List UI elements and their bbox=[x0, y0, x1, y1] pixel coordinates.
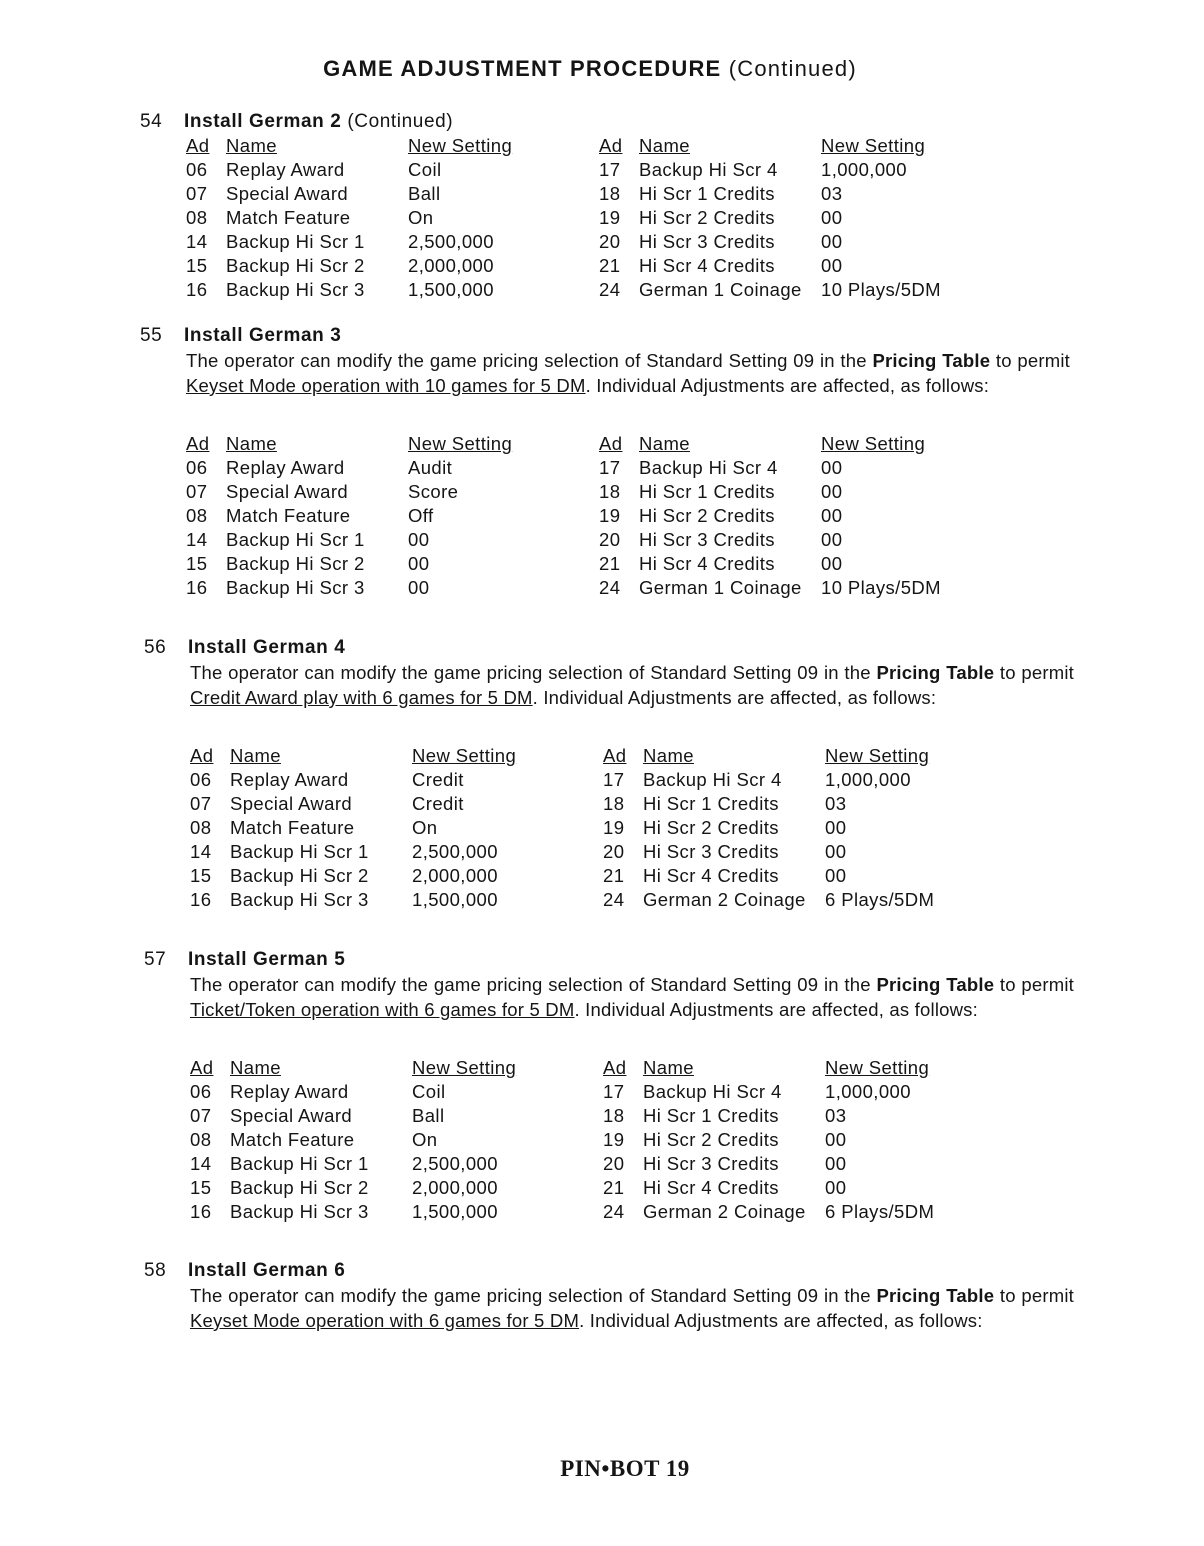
adjustment-number: 17 bbox=[603, 1081, 625, 1102]
description-text: The operator can modify the game pricing selection of Standard Setting 09 in the bbox=[186, 350, 873, 371]
table-row bbox=[599, 456, 961, 480]
section-description bbox=[190, 660, 1074, 710]
adjustment-number: 18 bbox=[603, 793, 625, 814]
adjustment-name: Backup Hi Scr 2 bbox=[226, 255, 365, 276]
adjustment-number: 07 bbox=[186, 183, 208, 204]
adjustment-number: 19 bbox=[599, 207, 621, 228]
adjustment-name: Backup Hi Scr 4 bbox=[639, 457, 778, 478]
section-heading bbox=[144, 948, 1074, 972]
new-setting: Coil bbox=[412, 1081, 446, 1102]
adjustment-name: German 1 Coinage bbox=[639, 577, 802, 598]
table-row bbox=[599, 504, 961, 528]
section-description bbox=[190, 972, 1074, 1022]
new-setting: 00 bbox=[821, 529, 843, 550]
adjustment-number: 15 bbox=[190, 1177, 212, 1198]
new-setting: On bbox=[412, 1129, 438, 1150]
description-bold: Pricing Table bbox=[876, 974, 995, 995]
table-row bbox=[186, 254, 548, 278]
page-title-main: GAME ADJUSTMENT PROCEDURE bbox=[323, 56, 722, 81]
section-number: 54 bbox=[140, 111, 163, 132]
section-number: 56 bbox=[144, 637, 167, 658]
adjustment-number: 08 bbox=[190, 817, 212, 838]
adjustment-name: Backup Hi Scr 4 bbox=[643, 769, 782, 790]
adjustment-number: 06 bbox=[186, 457, 208, 478]
table-row bbox=[603, 1200, 965, 1224]
new-setting: 00 bbox=[825, 841, 847, 862]
new-setting: Audit bbox=[408, 457, 453, 478]
new-setting: 03 bbox=[821, 183, 843, 204]
adjustment-name: Hi Scr 1 Credits bbox=[643, 1105, 779, 1126]
adjustment-table-left bbox=[190, 744, 552, 912]
table-row bbox=[186, 504, 548, 528]
adjustment-name: Special Award bbox=[230, 793, 353, 814]
table-row bbox=[186, 576, 548, 600]
new-setting: Ball bbox=[412, 1105, 445, 1126]
adjustment-number: 19 bbox=[603, 817, 625, 838]
adjustment-table-left bbox=[186, 432, 548, 600]
column-header: Name bbox=[643, 745, 694, 766]
adjustment-number: 24 bbox=[603, 889, 625, 910]
description-text: The operator can modify the game pricing selection of Standard Setting 09 in the bbox=[190, 974, 877, 995]
adjustment-number: 21 bbox=[603, 865, 625, 886]
new-setting: Ball bbox=[408, 183, 441, 204]
adjustment-table-left bbox=[190, 1056, 552, 1224]
adjustment-name: Hi Scr 3 Credits bbox=[639, 529, 775, 550]
adjustment-name: Backup Hi Scr 3 bbox=[230, 889, 369, 910]
adjustment-name: Backup Hi Scr 1 bbox=[230, 841, 369, 862]
column-header: New Setting bbox=[821, 135, 926, 156]
description-bold: Pricing Table bbox=[872, 350, 991, 371]
adjustment-number: 18 bbox=[599, 183, 621, 204]
adjustment-number: 19 bbox=[603, 1129, 625, 1150]
table-row bbox=[190, 1200, 552, 1224]
adjustment-table-right bbox=[599, 134, 961, 302]
adjustment-table-right bbox=[603, 1056, 965, 1224]
adjustment-table-right bbox=[599, 432, 961, 600]
adjustment-name: Backup Hi Scr 3 bbox=[226, 279, 365, 300]
adjustment-number: 16 bbox=[186, 279, 208, 300]
adjustment-number: 21 bbox=[599, 255, 621, 276]
adjustment-number: 06 bbox=[190, 1081, 212, 1102]
adjustment-name: Hi Scr 2 Credits bbox=[643, 1129, 779, 1150]
table-header-row bbox=[599, 134, 961, 158]
column-header: New Setting bbox=[408, 433, 513, 454]
adjustment-number: 15 bbox=[186, 553, 208, 574]
table-row bbox=[603, 1080, 965, 1104]
table-header-row bbox=[599, 432, 961, 456]
new-setting: 00 bbox=[408, 529, 430, 550]
table-row bbox=[186, 456, 548, 480]
new-setting: 2,500,000 bbox=[408, 231, 494, 252]
section-number: 58 bbox=[144, 1260, 167, 1281]
adjustment-number: 17 bbox=[603, 769, 625, 790]
new-setting: 00 bbox=[821, 207, 843, 228]
description-text: The operator can modify the game pricing selection of Standard Setting 09 in the bbox=[190, 662, 877, 683]
adjustment-number: 21 bbox=[599, 553, 621, 574]
table-row bbox=[599, 206, 961, 230]
section-58 bbox=[144, 1259, 1074, 1333]
table-row bbox=[190, 840, 552, 864]
adjustment-name: German 1 Coinage bbox=[639, 279, 802, 300]
adjustment-number: 18 bbox=[599, 481, 621, 502]
adjustment-number: 08 bbox=[186, 207, 208, 228]
adjustment-tables bbox=[186, 432, 1070, 598]
adjustment-name: Replay Award bbox=[226, 457, 345, 478]
adjustment-name: Hi Scr 4 Credits bbox=[643, 1177, 779, 1198]
new-setting: 00 bbox=[825, 865, 847, 886]
column-header: New Setting bbox=[412, 745, 517, 766]
table-row bbox=[603, 1176, 965, 1200]
table-row bbox=[190, 888, 552, 912]
adjustment-number: 14 bbox=[186, 529, 208, 550]
table-row bbox=[603, 864, 965, 888]
table-row bbox=[186, 528, 548, 552]
table-row bbox=[190, 792, 552, 816]
adjustment-name: Hi Scr 2 Credits bbox=[643, 817, 779, 838]
description-underlined: Keyset Mode operation with 6 games for 5 DM bbox=[190, 1310, 580, 1331]
table-row bbox=[186, 182, 548, 206]
section-heading bbox=[140, 324, 1070, 348]
description-text: to permit bbox=[994, 974, 1074, 995]
new-setting: 00 bbox=[408, 577, 430, 598]
section-description bbox=[190, 1283, 1074, 1333]
description-text: to permit bbox=[994, 1285, 1074, 1306]
new-setting: 00 bbox=[821, 457, 843, 478]
new-setting: 1,000,000 bbox=[825, 769, 911, 790]
adjustment-name: Backup Hi Scr 1 bbox=[230, 1153, 369, 1174]
column-header: Name bbox=[230, 745, 281, 766]
adjustment-name: Special Award bbox=[226, 183, 349, 204]
adjustment-number: 15 bbox=[186, 255, 208, 276]
table-row bbox=[186, 480, 548, 504]
section-56 bbox=[144, 636, 1074, 910]
adjustment-name: Hi Scr 3 Credits bbox=[643, 1153, 779, 1174]
column-header: Name bbox=[643, 1057, 694, 1078]
adjustment-name: Match Feature bbox=[226, 207, 351, 228]
adjustment-number: 24 bbox=[599, 577, 621, 598]
new-setting: 00 bbox=[821, 255, 843, 276]
new-setting: 00 bbox=[825, 1153, 847, 1174]
adjustment-number: 07 bbox=[186, 481, 208, 502]
new-setting: 00 bbox=[408, 553, 430, 574]
new-setting: On bbox=[412, 817, 438, 838]
table-header-row bbox=[603, 744, 965, 768]
adjustment-tables bbox=[190, 1056, 1074, 1222]
adjustment-name: Match Feature bbox=[230, 817, 355, 838]
description-underlined: Ticket/Token operation with 6 games for 5 DM bbox=[190, 999, 575, 1020]
adjustment-name: Replay Award bbox=[230, 769, 349, 790]
new-setting: 1,000,000 bbox=[821, 159, 907, 180]
adjustment-name: Hi Scr 1 Credits bbox=[643, 793, 779, 814]
new-setting: 2,000,000 bbox=[408, 255, 494, 276]
table-row bbox=[599, 528, 961, 552]
section-54 bbox=[140, 110, 1070, 300]
new-setting: 00 bbox=[821, 231, 843, 252]
adjustment-name: Match Feature bbox=[226, 505, 351, 526]
section-number: 55 bbox=[140, 325, 163, 346]
section-heading bbox=[140, 110, 1070, 134]
page-title bbox=[0, 56, 1180, 82]
column-header: Ad bbox=[603, 745, 627, 766]
table-row bbox=[186, 206, 548, 230]
description-text: to permit bbox=[990, 350, 1070, 371]
table-row bbox=[190, 768, 552, 792]
table-row bbox=[603, 1104, 965, 1128]
new-setting: 6 Plays/5DM bbox=[825, 1201, 935, 1222]
table-row bbox=[603, 1152, 965, 1176]
table-row bbox=[190, 1152, 552, 1176]
table-row bbox=[186, 158, 548, 182]
table-row bbox=[603, 840, 965, 864]
adjustment-number: 19 bbox=[599, 505, 621, 526]
new-setting: 6 Plays/5DM bbox=[825, 889, 935, 910]
adjustment-name: Backup Hi Scr 1 bbox=[226, 529, 365, 550]
new-setting: On bbox=[408, 207, 434, 228]
description-text: . Individual Adjustments are affected, as follows: bbox=[574, 999, 978, 1020]
adjustment-number: 07 bbox=[190, 1105, 212, 1126]
section-57 bbox=[144, 948, 1074, 1222]
new-setting: 03 bbox=[825, 793, 847, 814]
new-setting: 00 bbox=[825, 817, 847, 838]
column-header: Ad bbox=[190, 1057, 214, 1078]
new-setting: Score bbox=[408, 481, 459, 502]
adjustment-name: Backup Hi Scr 4 bbox=[639, 159, 778, 180]
new-setting: 1,500,000 bbox=[408, 279, 494, 300]
adjustment-tables bbox=[186, 134, 1070, 300]
column-header: Name bbox=[639, 135, 690, 156]
new-setting: 1,000,000 bbox=[825, 1081, 911, 1102]
section-description bbox=[186, 348, 1070, 398]
adjustment-number: 08 bbox=[186, 505, 208, 526]
section-title: Install German 3 bbox=[184, 325, 342, 346]
table-row bbox=[599, 182, 961, 206]
adjustment-number: 06 bbox=[190, 769, 212, 790]
new-setting: 2,500,000 bbox=[412, 1153, 498, 1174]
adjustment-number: 14 bbox=[190, 841, 212, 862]
column-header: New Setting bbox=[825, 1057, 930, 1078]
adjustment-name: Special Award bbox=[226, 481, 349, 502]
adjustment-name: Hi Scr 1 Credits bbox=[639, 481, 775, 502]
adjustment-number: 16 bbox=[186, 577, 208, 598]
adjustment-name: Hi Scr 4 Credits bbox=[639, 553, 775, 574]
description-text: . Individual Adjustments are affected, as follows: bbox=[579, 1310, 983, 1331]
adjustment-number: 08 bbox=[190, 1129, 212, 1150]
table-row bbox=[603, 816, 965, 840]
section-number: 57 bbox=[144, 949, 167, 970]
adjustment-name: Hi Scr 4 Credits bbox=[639, 255, 775, 276]
new-setting: 10 Plays/5DM bbox=[821, 577, 941, 598]
new-setting: 10 Plays/5DM bbox=[821, 279, 941, 300]
adjustment-name: Hi Scr 3 Credits bbox=[639, 231, 775, 252]
column-header: New Setting bbox=[408, 135, 513, 156]
adjustment-name: Backup Hi Scr 3 bbox=[226, 577, 365, 598]
column-header: Name bbox=[639, 433, 690, 454]
table-row bbox=[190, 816, 552, 840]
description-underlined: Keyset Mode operation with 10 games for 5 DM bbox=[186, 375, 586, 396]
table-row bbox=[190, 1080, 552, 1104]
new-setting: 00 bbox=[825, 1129, 847, 1150]
column-header: Ad bbox=[186, 135, 210, 156]
table-row bbox=[603, 888, 965, 912]
adjustment-number: 21 bbox=[603, 1177, 625, 1198]
description-text: The operator can modify the game pricing selection of Standard Setting 09 in the bbox=[190, 1285, 877, 1306]
adjustment-number: 17 bbox=[599, 159, 621, 180]
column-header: Ad bbox=[190, 745, 214, 766]
table-row bbox=[599, 576, 961, 600]
column-header: Name bbox=[230, 1057, 281, 1078]
adjustment-name: German 2 Coinage bbox=[643, 889, 806, 910]
column-header: Ad bbox=[599, 135, 623, 156]
adjustment-name: Backup Hi Scr 1 bbox=[226, 231, 365, 252]
adjustment-name: German 2 Coinage bbox=[643, 1201, 806, 1222]
description-underlined: Credit Award play with 6 games for 5 DM bbox=[190, 687, 533, 708]
column-header: Ad bbox=[599, 433, 623, 454]
column-header: Name bbox=[226, 135, 277, 156]
section-55 bbox=[140, 324, 1070, 598]
adjustment-name: Hi Scr 2 Credits bbox=[639, 207, 775, 228]
section-title-suffix: (Continued) bbox=[347, 111, 454, 132]
adjustment-name: Hi Scr 1 Credits bbox=[639, 183, 775, 204]
adjustment-number: 06 bbox=[186, 159, 208, 180]
table-header-row bbox=[190, 1056, 552, 1080]
description-text: . Individual Adjustments are affected, as follows: bbox=[532, 687, 937, 708]
adjustment-number: 07 bbox=[190, 793, 212, 814]
table-row bbox=[599, 254, 961, 278]
section-title: Install German 5 bbox=[188, 949, 346, 970]
adjustment-tables bbox=[190, 744, 1074, 910]
page-footer: PIN•BOT 19 bbox=[560, 1456, 690, 1481]
table-row bbox=[190, 1176, 552, 1200]
adjustment-number: 14 bbox=[186, 231, 208, 252]
adjustment-name: Backup Hi Scr 3 bbox=[230, 1201, 369, 1222]
adjustment-name: Backup Hi Scr 2 bbox=[230, 865, 369, 886]
new-setting: 1,500,000 bbox=[412, 889, 498, 910]
column-header: Ad bbox=[603, 1057, 627, 1078]
adjustment-number: 20 bbox=[599, 529, 621, 550]
table-row bbox=[190, 864, 552, 888]
adjustment-name: Replay Award bbox=[230, 1081, 349, 1102]
section-title: Install German 2 bbox=[184, 111, 342, 132]
column-header: New Setting bbox=[821, 433, 926, 454]
adjustment-name: Replay Award bbox=[226, 159, 345, 180]
table-header-row bbox=[186, 134, 548, 158]
new-setting: 03 bbox=[825, 1105, 847, 1126]
table-header-row bbox=[186, 432, 548, 456]
column-header: New Setting bbox=[825, 745, 930, 766]
table-row bbox=[599, 278, 961, 302]
adjustment-table-right bbox=[603, 744, 965, 912]
table-row bbox=[599, 552, 961, 576]
description-text: . Individual Adjustments are affected, as follows: bbox=[585, 375, 990, 396]
new-setting: 2,000,000 bbox=[412, 865, 498, 886]
new-setting: Off bbox=[408, 505, 434, 526]
new-setting: 00 bbox=[821, 481, 843, 502]
new-setting: Coil bbox=[408, 159, 442, 180]
table-row bbox=[603, 1128, 965, 1152]
adjustment-number: 20 bbox=[599, 231, 621, 252]
description-text: to permit bbox=[994, 662, 1074, 683]
new-setting: Credit bbox=[412, 769, 464, 790]
table-header-row bbox=[603, 1056, 965, 1080]
adjustment-name: Match Feature bbox=[230, 1129, 355, 1150]
adjustment-number: 20 bbox=[603, 841, 625, 862]
new-setting: 2,000,000 bbox=[412, 1177, 498, 1198]
table-row bbox=[603, 792, 965, 816]
column-header: Ad bbox=[186, 433, 210, 454]
table-row bbox=[186, 278, 548, 302]
adjustment-number: 18 bbox=[603, 1105, 625, 1126]
adjustment-number: 14 bbox=[190, 1153, 212, 1174]
adjustment-number: 20 bbox=[603, 1153, 625, 1174]
table-row bbox=[190, 1104, 552, 1128]
new-setting: 2,500,000 bbox=[412, 841, 498, 862]
table-row bbox=[599, 480, 961, 504]
table-row bbox=[186, 552, 548, 576]
adjustment-number: 17 bbox=[599, 457, 621, 478]
table-row bbox=[190, 1128, 552, 1152]
section-heading bbox=[144, 636, 1074, 660]
adjustment-name: Hi Scr 4 Credits bbox=[643, 865, 779, 886]
adjustment-number: 24 bbox=[599, 279, 621, 300]
table-row bbox=[599, 158, 961, 182]
description-bold: Pricing Table bbox=[876, 662, 995, 683]
adjustment-name: Hi Scr 2 Credits bbox=[639, 505, 775, 526]
new-setting: 00 bbox=[821, 553, 843, 574]
adjustment-number: 16 bbox=[190, 889, 212, 910]
adjustment-name: Backup Hi Scr 4 bbox=[643, 1081, 782, 1102]
new-setting: 00 bbox=[821, 505, 843, 526]
adjustment-name: Hi Scr 3 Credits bbox=[643, 841, 779, 862]
new-setting: 1,500,000 bbox=[412, 1201, 498, 1222]
table-row bbox=[603, 768, 965, 792]
column-header: New Setting bbox=[412, 1057, 517, 1078]
adjustment-name: Backup Hi Scr 2 bbox=[226, 553, 365, 574]
adjustment-number: 16 bbox=[190, 1201, 212, 1222]
adjustment-table-left bbox=[186, 134, 548, 302]
column-header: Name bbox=[226, 433, 277, 454]
table-row bbox=[186, 230, 548, 254]
section-title: Install German 6 bbox=[188, 1260, 346, 1281]
section-heading bbox=[144, 1259, 1074, 1283]
page-title-continued: (Continued) bbox=[728, 56, 857, 81]
new-setting: 00 bbox=[825, 1177, 847, 1198]
description-bold: Pricing Table bbox=[876, 1285, 995, 1306]
table-row bbox=[599, 230, 961, 254]
adjustment-number: 15 bbox=[190, 865, 212, 886]
adjustment-name: Special Award bbox=[230, 1105, 353, 1126]
table-header-row bbox=[190, 744, 552, 768]
adjustment-number: 24 bbox=[603, 1201, 625, 1222]
adjustment-name: Backup Hi Scr 2 bbox=[230, 1177, 369, 1198]
section-title: Install German 4 bbox=[188, 637, 346, 658]
new-setting: Credit bbox=[412, 793, 464, 814]
